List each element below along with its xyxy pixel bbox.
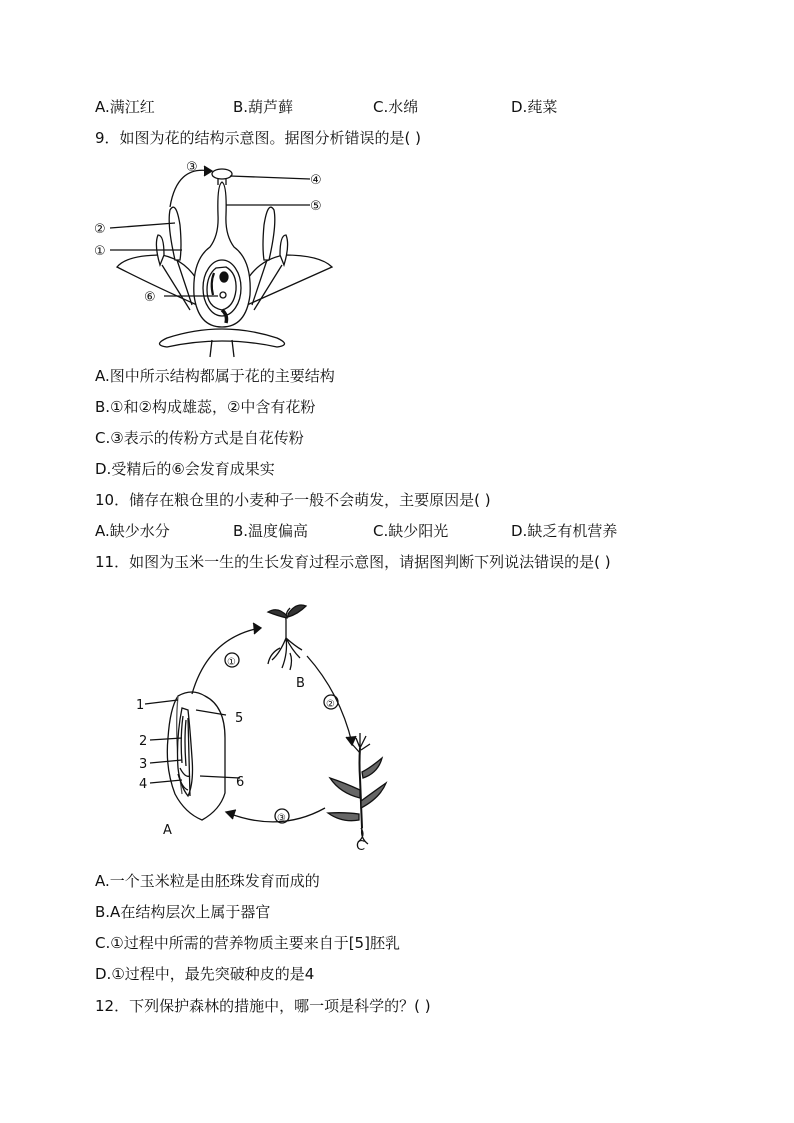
q8-option-a: A.满江红 [95,98,155,116]
flower-label-3: ③ [186,160,198,175]
q10-option-c: C.缺少阳光 [373,522,449,540]
corn-lifecycle-figure [130,598,390,860]
flower-label-4: ④ [310,173,322,188]
q8-option-b: B.葫芦藓 [233,98,294,116]
q10-option-b: B.温度偏高 [233,522,309,540]
flower-label-5: ⑤ [310,199,322,214]
stage-label-c: C [356,839,366,854]
step-label-2: ② [326,699,335,710]
q9-option-a: A.图中所示结构都属于花的主要结构 [95,367,335,385]
q12-stem: 12．下列保护森林的措施中，哪一项是科学的？( ) [95,997,431,1015]
q8-option-d: D.莼菜 [511,98,558,116]
kernel-label-5: 5 [235,711,244,726]
q11-option-a: A.一个玉米粒是由胚珠发育而成的 [95,872,320,890]
step-label-1: ① [227,657,236,668]
q10-option-d: D.缺乏有机营养 [511,522,618,540]
q10-options [95,521,695,541]
q9-option-d: D.受精后的⑥会发育成果实 [95,460,275,478]
q8-option-c: C.水绵 [373,98,419,116]
plant-c [328,733,386,844]
q11-option-d: D.①过程中，最先突破种皮的是4 [95,965,315,983]
kernel-label-3: 3 [139,757,148,772]
q11-option-b: B.A在结构层次上属于器官 [95,903,271,921]
stage-label-b: B [296,676,305,691]
q9-option-b: B.①和②构成雄蕊，②中含有花粉 [95,398,316,416]
kernel-label-6: 6 [236,775,245,790]
corn-kernel-a [167,692,240,820]
q9-stem: 9．如图为花的结构示意图。据图分析错误的是( ) [95,129,422,147]
kernel-label-4: 4 [139,777,148,792]
kernel-label-1: 1 [136,698,145,713]
flower-label-6: ⑥ [144,290,156,305]
q8-options [95,97,695,117]
flower-label-1: ① [94,244,106,259]
stage-label-a: A [163,823,172,838]
kernel-label-2: 2 [139,734,148,749]
step-label-3: ③ [277,813,286,824]
flower-label-2: ② [94,222,106,237]
q9-option-c: C.③表示的传粉方式是自花传粉 [95,429,304,447]
flower-structure-figure [92,155,352,360]
q10-stem: 10．储存在粮仓里的小麦种子一般不会萌发，主要原因是( ) [95,491,491,509]
q11-stem: 11．如图为玉米一生的生长发育过程示意图，请据图判断下列说法错误的是( ) [95,553,611,571]
q11-option-c: C.①过程中所需的营养物质主要来自于[5]胚乳 [95,934,400,952]
seedling-b [268,605,306,670]
q10-option-a: A.缺少水分 [95,522,170,540]
